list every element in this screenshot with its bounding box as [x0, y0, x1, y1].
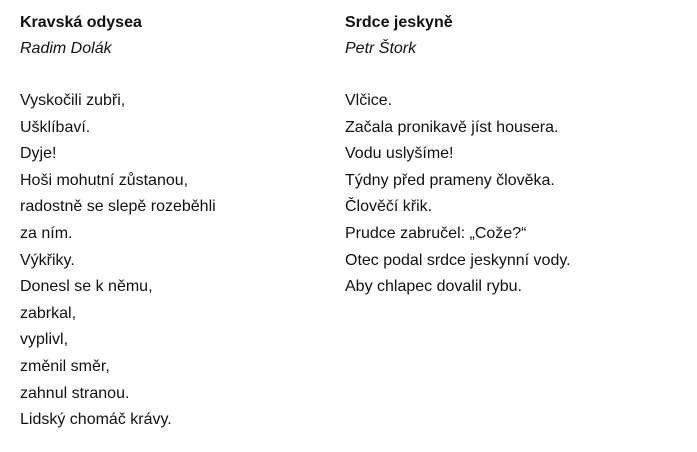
poem-lines — [345, 88, 685, 301]
poem-line: zahnul stranou. — [20, 384, 130, 402]
poem-line: Hoši mohutní zůstanou, — [20, 171, 189, 189]
poem-line: Otec podal srdce jeskynní vody. — [345, 251, 571, 269]
poem-line: Aby chlapec dovalil rybu. — [345, 278, 522, 296]
poem-author: Petr Štork — [345, 40, 417, 57]
poem-title: Kravská odysea — [20, 14, 142, 31]
poem-line: Donesl se k němu, — [20, 278, 153, 296]
poem-line: za ním. — [20, 224, 73, 242]
poem-lines — [20, 88, 330, 434]
stanza-spacer — [345, 62, 685, 88]
poem-line: vyplivl, — [20, 331, 69, 349]
poem-left — [20, 10, 330, 434]
poem-line: radostně se slepě rozeběhli — [20, 198, 216, 216]
poem-right — [345, 10, 685, 301]
poem-line: Začala pronikavě jíst housera. — [345, 118, 559, 136]
poem-line: Vlčice. — [345, 92, 393, 109]
poem-line: Vodu uslyšíme! — [345, 145, 454, 163]
poem-line: změnil směr, — [20, 357, 110, 375]
poem-line: Týdny před prameny člověka. — [345, 171, 555, 189]
poem-line: Člověčí křik. — [345, 198, 433, 216]
poem-title: Srdce jeskyně — [345, 14, 453, 31]
poem-line: Výkřiky. — [20, 251, 75, 269]
poem-line: Dyje! — [20, 145, 57, 163]
poem-line: Lidský chomáč krávy. — [20, 411, 172, 429]
poem-author: Radim Dolák — [20, 40, 112, 57]
poem-line: zabrkal, — [20, 304, 77, 322]
poem-line: Vyskočili zubři, — [20, 92, 126, 109]
poem-line: Ušklíbaví. — [20, 118, 91, 136]
stanza-spacer — [20, 62, 330, 88]
poem-line: Prudce zabručel: „Cože?“ — [345, 224, 527, 242]
